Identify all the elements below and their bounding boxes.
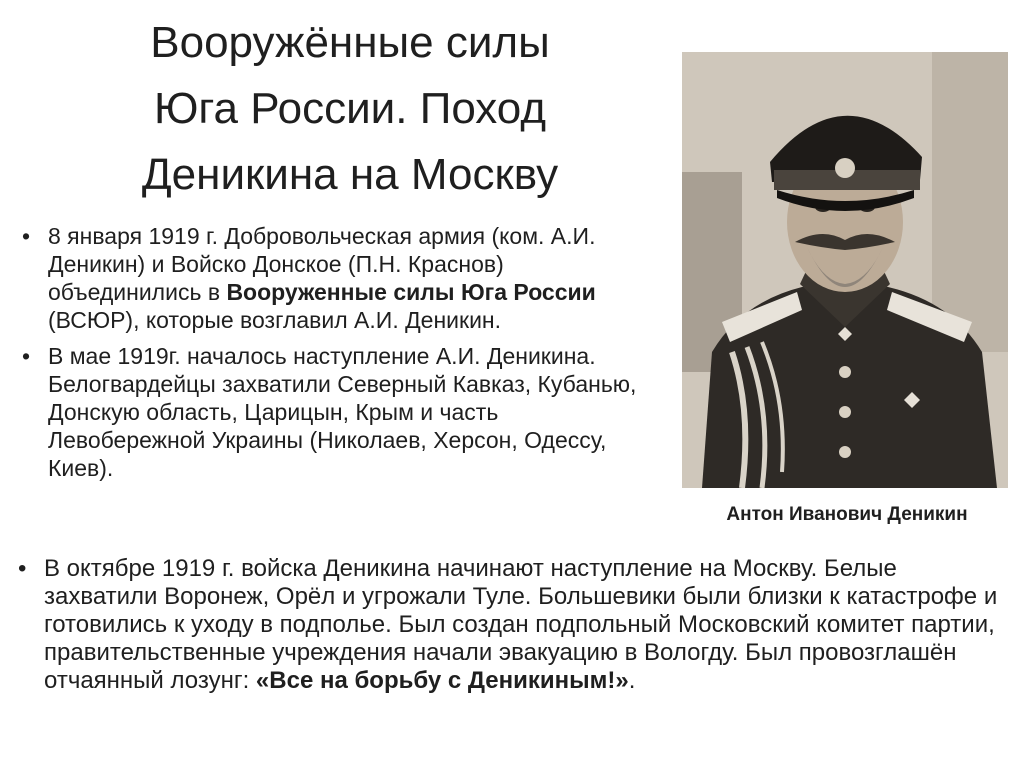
- bullet-text: .: [628, 667, 636, 694]
- slide-title: [40, 10, 660, 208]
- photo-caption: Антон Иванович Деникин: [726, 504, 968, 525]
- bullet-text: (ВСЮР), которые возглавил А.И. Деникин.: [48, 307, 502, 333]
- portrait-illustration: [682, 52, 1008, 488]
- bullet-item: [12, 222, 642, 334]
- portrait-photo: [682, 52, 1008, 488]
- bullet-item: [12, 342, 642, 482]
- title-line: Деникина на Москву: [141, 150, 559, 199]
- title-line: Юга России. Поход: [153, 84, 546, 133]
- bullet-bold-text: Вооруженные силы Юга России: [226, 279, 596, 305]
- upper-bullet-list: [12, 222, 642, 490]
- bullet-text: В октябре 1919 г. войска Деникина начинают наступление на Москву. Белые захватили Воронеж, Орёл и угрожали Туле. Большевики были близки к катастрофе и готовились к уходу в подполье. Был создан подпольный Московский комитет партии, правительственные учреждения начали эвакуацию в Вологду. Был провозглашён отчаянный лозунг:: [44, 555, 998, 694]
- bullet-text: В мае 1919г. началось наступление А.И. Деникина. Белогвардейцы захватили Северный Кавказ, Кубанью, Донскую область, Царицын, Крым и часть Левобережной Украины (Николаев, Херсон, Одессу, Киев).: [48, 343, 637, 481]
- slogan-bold-text: «Все на борьбу с Деникиным!»: [255, 667, 629, 694]
- lower-bullet-list: [8, 555, 1008, 695]
- bullet-text: 8 января 1919 г. Добровольческая армия (ком. А.И. Деникин) и Войско Донское (П.Н. Краснов) объединились в: [48, 223, 596, 305]
- title-line: Вооружённые силы: [150, 18, 550, 67]
- bullet-item: [8, 555, 1008, 695]
